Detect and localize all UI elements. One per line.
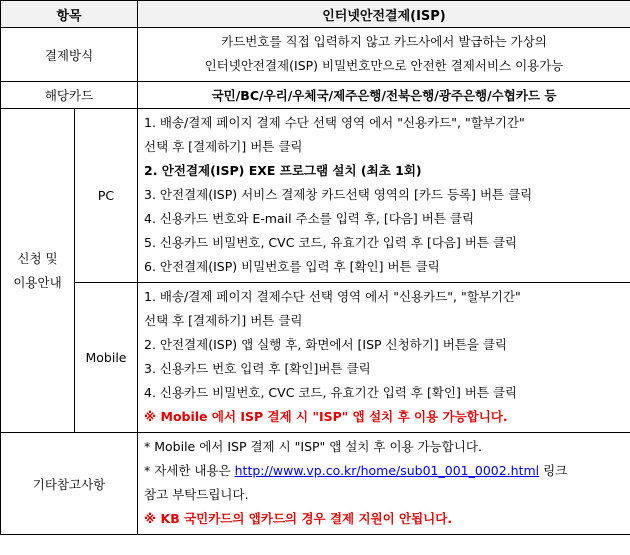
detail-link[interactable]: http://www.vp.co.kr/home/sub01_001_0002.html bbox=[234, 463, 540, 478]
pc-step-install: 2. 안전결제(ISP) EXE 프로그램 설치 (최초 1회) bbox=[144, 163, 422, 178]
pc-label: PC bbox=[75, 109, 138, 283]
other-row bbox=[1, 433, 630, 535]
mobile-step: 4. 신용카드 비밀번호, CVC 코드, 유효기간 입력 후 [확인] 버튼 클릭 bbox=[144, 385, 518, 400]
guide-label-line2: 이용안내 bbox=[13, 274, 62, 290]
pc-step: 5. 신용카드 비밀번호, CVC 코드, 유효기간 입력 후 [다음] 버튼 클릭 bbox=[144, 235, 518, 250]
payment-method-row bbox=[1, 28, 630, 82]
mobile-step: 2. 안전결제(ISP) 앱 실행 후, 화면에서 [ISP 신청하기] 버튼을 클릭 bbox=[144, 337, 508, 352]
header-row bbox=[1, 1, 630, 28]
payment-method-line: 카드번호를 직접 입력하지 않고 카드사에서 발급하는 가상의 bbox=[221, 34, 547, 49]
other-warning: ※ KB 국민카드의 앱카드의 경우 결제 지원이 안됩니다. bbox=[144, 511, 453, 526]
pc-step: 6. 안전결제(ISP) 비밀번호를 입력 후 [확인] 버튼 클릭 bbox=[144, 259, 440, 274]
mobile-label: Mobile bbox=[75, 283, 138, 433]
other-content bbox=[138, 433, 630, 535]
mobile-step: 3. 신용카드 번호 입력 후 [확인]버튼 클릭 bbox=[144, 361, 371, 376]
mobile-warning: ※ Mobile 에서 ISP 결제 시 "ISP" 앱 설치 후 이용 가능합니다. bbox=[144, 409, 508, 424]
mobile-row bbox=[1, 283, 630, 433]
pc-row bbox=[1, 109, 630, 283]
other-line-prefix: * 자세한 내용은 bbox=[144, 463, 235, 478]
pc-step: 선택 후 [결제하기] 버튼 클릭 bbox=[144, 139, 303, 154]
payment-method-content bbox=[138, 28, 630, 82]
other-label: 기타참고사항 bbox=[1, 433, 138, 535]
mobile-step: 1. 배송/결제 페이지 결제수단 선택 영역 에서 "신용카드", "할부기간" bbox=[144, 289, 521, 304]
header-isp: 인터넷안전결제(ISP) bbox=[138, 1, 630, 28]
pc-step: 1. 배송/결제 페이지 결제 수단 선택 영역 에서 "신용카드", "할부기간" bbox=[144, 115, 525, 130]
pc-step: 4. 신용카드 번호와 E-mail 주소를 입력 후, [다음] 버튼 클릭 bbox=[144, 211, 475, 226]
pc-step: 3. 안전결제(ISP) 서비스 결제창 카드선택 영역의 [카드 등록] 버튼 클릭 bbox=[144, 187, 533, 202]
other-line: * Mobile 에서 ISP 결제 시 "ISP" 앱 설치 후 이용 가능합니다. bbox=[144, 439, 482, 454]
guide-label-line1: 신청 및 bbox=[17, 250, 58, 266]
cards-value: 국민/BC/우리/우체국/제주은행/전북은행/광주은행/수협카드 등 bbox=[138, 82, 630, 109]
other-line-suffix: 링크 bbox=[539, 463, 568, 478]
mobile-steps bbox=[138, 283, 630, 433]
other-line-link bbox=[144, 459, 624, 483]
payment-method-line: 인터넷안전결제(ISP) 비밀번호만으로 안전한 결제서비스 이용가능 bbox=[204, 58, 564, 73]
payment-method-label: 결제방식 bbox=[1, 28, 138, 82]
guide-label bbox=[1, 109, 75, 433]
cards-row bbox=[1, 82, 630, 109]
cards-label: 해당카드 bbox=[1, 82, 138, 109]
header-item: 항목 bbox=[1, 1, 138, 28]
other-line: 참고 부탁드립니다. bbox=[144, 487, 249, 502]
mobile-step: 선택 후 [결제하기] 버튼 클릭 bbox=[144, 313, 303, 328]
pc-steps bbox=[138, 109, 630, 283]
